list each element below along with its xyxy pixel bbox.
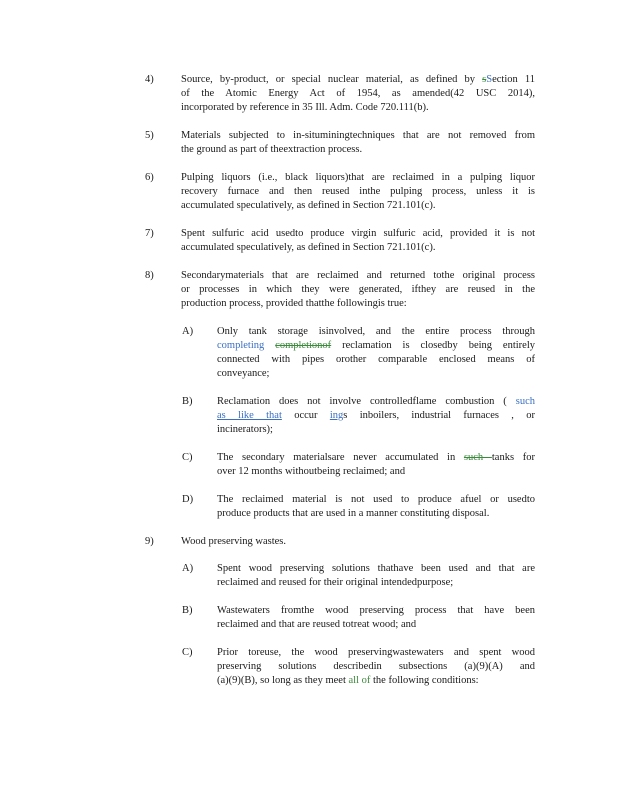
inserted-text: all of [348, 675, 371, 686]
subitem-text [217, 493, 535, 521]
inserted-text: such [515, 396, 535, 407]
text-run: ection 11 [492, 74, 536, 85]
text-line [181, 535, 535, 549]
text-run: produce products that are used in a manner constituting disposal. [217, 508, 490, 519]
text-line [217, 576, 535, 590]
text-line [217, 493, 535, 507]
text-line [217, 451, 535, 465]
text-run: connected with pipes orother comparable enclosed means of [217, 354, 535, 365]
text-line [181, 241, 535, 255]
text-run: Materials subjected to in-situminingtechniques that are not removed from [181, 130, 535, 141]
item-text [181, 73, 535, 115]
text-line [217, 660, 535, 674]
item-text [181, 269, 535, 311]
text-run: Wastewaters fromthe wood preserving process that have been [217, 605, 535, 616]
item-number: 6) [145, 172, 154, 183]
text-line [217, 618, 535, 632]
subitem-letter: A) [182, 326, 194, 337]
text-line [217, 395, 535, 409]
inserted-text: ing [329, 410, 344, 421]
text-run: incinerators); [217, 424, 273, 435]
text-line [181, 129, 535, 143]
text-run: the ground as part of theextraction process. [181, 144, 363, 155]
text-run: tanks for [491, 452, 535, 463]
text-line [181, 143, 535, 157]
text-line [181, 199, 535, 213]
text-run: of the Atomic Energy Act of 1954, as amended(42 USC 2014), [181, 88, 535, 99]
text-line [217, 325, 535, 339]
text-run: the following conditions: [370, 675, 479, 686]
text-run: The reclaimed material is not used to produce afuel or usedto [217, 494, 535, 505]
text-line [181, 185, 535, 199]
inserted-text: completing [217, 340, 265, 351]
text-line [217, 339, 535, 353]
text-line [217, 562, 535, 576]
subitem-text [217, 646, 535, 688]
text-run: or processes in which they were generated, ifthey are reused in the [181, 284, 535, 295]
subitem-letter: B) [182, 605, 193, 616]
subitem-letter: A) [182, 563, 194, 574]
subitem-text [217, 325, 535, 381]
text-line [181, 171, 535, 185]
text-run: occur [281, 410, 330, 421]
item-number: 4) [145, 74, 154, 85]
text-line [217, 674, 535, 688]
text-line [181, 269, 535, 283]
text-run: s inboilers, industrial furnaces , or [343, 410, 535, 421]
text-line [217, 465, 535, 479]
text-run: over 12 months withoutbeing reclaimed; and [217, 466, 406, 477]
text-run: (a)(9)(B), so long as they meet [217, 675, 349, 686]
subitem-letter: B) [182, 396, 193, 407]
text-line [181, 87, 535, 101]
text-run: Pulping liquors (i.e., black liquors)that are reclaimed in a pulping liquor [181, 172, 535, 183]
text-run: Only tank storage isinvolved, and the entire process through [217, 326, 535, 337]
deleted-text: such [463, 452, 492, 463]
text-run: Prior toreuse, the wood preservingwastewaters and spent wood [217, 647, 535, 658]
item-number: 7) [145, 228, 154, 239]
inserted-text: S [486, 74, 493, 85]
item-number: 8) [145, 270, 154, 281]
text-run: preserving solutions describedin subsections (a)(9)(A) and [217, 661, 535, 672]
deleted-text: s [482, 74, 487, 85]
text-run: Secondarymaterials that are reclaimed and returned tothe original process [181, 270, 535, 281]
text-line [181, 283, 535, 297]
text-run: accumulated speculatively, as defined in Section 721.101(c). [181, 200, 436, 211]
text-line [181, 297, 535, 311]
item-number: 9) [145, 536, 154, 547]
text-run: incorporated by reference in 35 Ill. Adm. Code 720.111(b). [181, 102, 429, 113]
text-line [217, 367, 535, 381]
text-run: Wood preserving wastes. [181, 536, 287, 547]
text-run: Spent sulfuric acid usedto produce virgin sulfuric acid, provided it is not [181, 228, 535, 239]
text-run: Source, by-product, or special nuclear material, as defined by [181, 74, 483, 85]
item-text [181, 171, 535, 213]
item-number: 5) [145, 130, 154, 141]
item-text [181, 535, 535, 549]
subitem-text [217, 562, 535, 590]
text-line [217, 423, 535, 437]
text-line [217, 353, 535, 367]
subitem-letter: D) [182, 494, 194, 505]
subitem-letter: C) [182, 452, 193, 463]
text-line [217, 604, 535, 618]
text-run: Reclamation does not involve controlledflame combustion ( [217, 396, 516, 407]
text-line [217, 507, 535, 521]
text-run: The secondary materialsare never accumulated in [217, 452, 464, 463]
text-line [181, 73, 535, 87]
text-run: reclaimed and reused for their original intendedpurpose; [217, 577, 454, 588]
item-text [181, 129, 535, 157]
text-run: Spent wood preserving solutions thathave been used and that are [217, 563, 535, 574]
text-run: recovery furnace and then reused inthe pulping process, unless it is [181, 186, 535, 197]
deleted-text: completionof [275, 340, 332, 351]
text-run: accumulated speculatively, as defined in Section 721.101(c). [181, 242, 436, 253]
text-line [217, 646, 535, 660]
text-line [181, 227, 535, 241]
text-run: reclamation is closedby being entirely [331, 340, 535, 351]
text-run: production process, provided thatthe followingis true: [181, 298, 407, 309]
text-line [217, 409, 535, 423]
inserted-text: as like that [217, 410, 282, 421]
text-run: reclaimed and that are reused totreat wood; and [217, 619, 417, 630]
subitem-text [217, 604, 535, 632]
text-line [181, 101, 535, 115]
subitem-letter: C) [182, 647, 193, 658]
item-text [181, 227, 535, 255]
text-run: conveyance; [217, 368, 270, 379]
subitem-text [217, 451, 535, 479]
text-run [264, 340, 275, 351]
subitem-text [217, 395, 535, 437]
